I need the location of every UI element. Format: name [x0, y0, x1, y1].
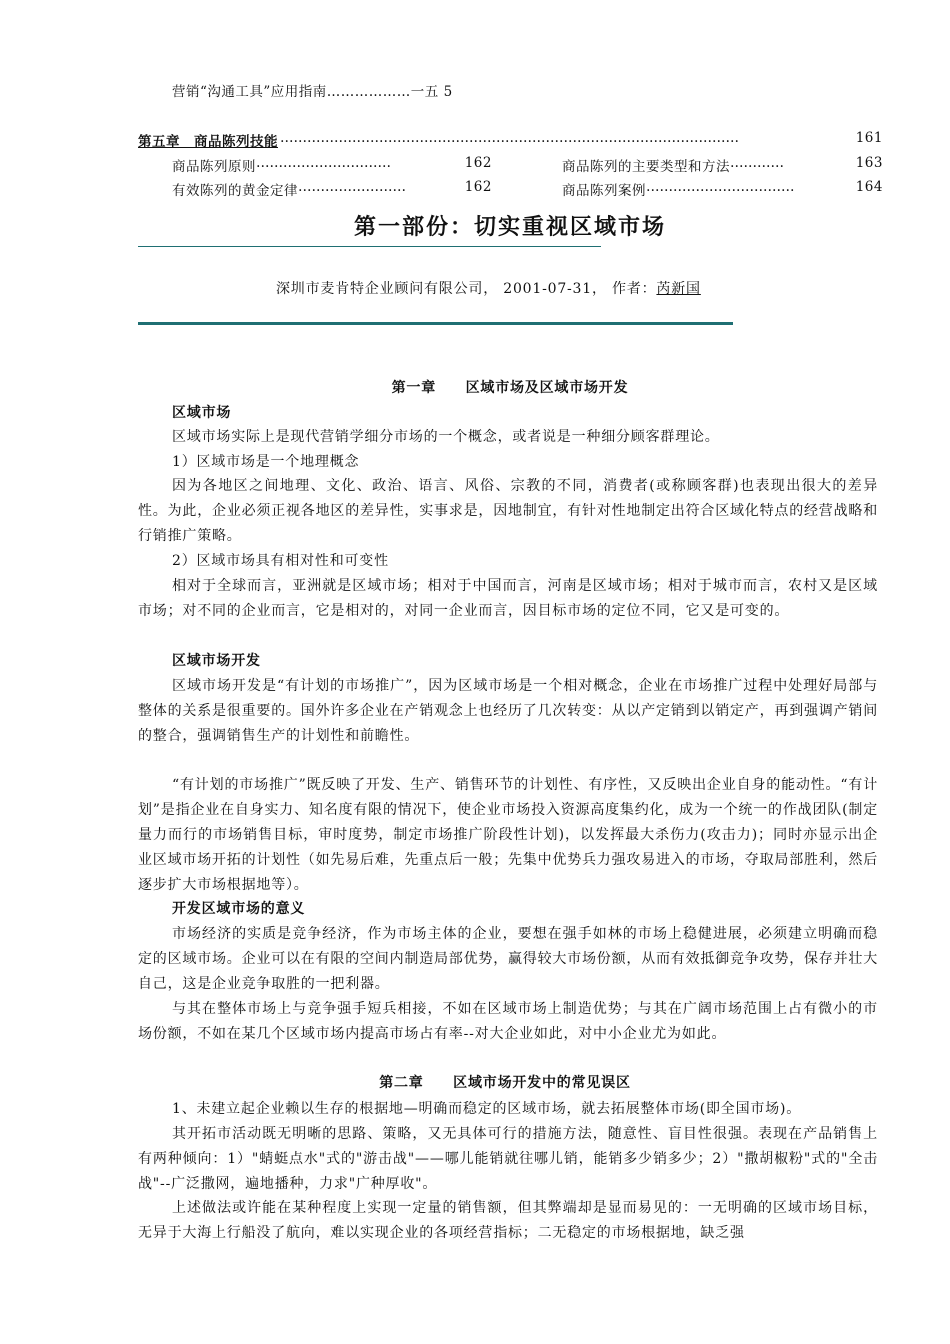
paragraph: 市场经济的实质是竞争经济，作为市场主体的企业，要想在强手如林的市场上稳健进展，必须建立明确而稳定的区域市场。企业可以在有限的空间内制造局部优势，赢得较大市场份额，从而有效抵御竞争攻势，保存并壮大自己，这是企业竞争取胜的一把利器。	[138, 926, 878, 992]
paragraph: 2）区域市场具有相对性和可变性	[172, 553, 389, 569]
byline	[276, 278, 701, 298]
toc-item[interactable]	[562, 179, 883, 199]
section-heading: 区域市场开发	[172, 653, 261, 669]
toc-item-page: 164	[855, 179, 883, 195]
paragraph: 区域市场实际上是现代营销学细分市场的一个概念，或者说是一种细分顾客群理论。	[172, 429, 720, 445]
toc-item-page: 162	[464, 179, 492, 195]
paragraph: 1、未建立起企业赖以生存的根据地—明确而稳定的区域市场，就去拓展整体市场(即全国市场)。	[172, 1101, 802, 1117]
chapter1-title: 第一章 区域市场及区域市场开发	[391, 380, 629, 396]
toc-item-label: 有效陈列的黄金定律	[172, 183, 298, 199]
title-rule	[138, 246, 601, 247]
toc-item-label: 商品陈列原则	[172, 159, 256, 175]
part-title: 第一部份：切实重视区域市场	[353, 214, 666, 240]
paragraph: “有计划的市场推广”既反映了开发、生产、销售环节的计划性、有序性，又反映出企业自身的能动性。“有计划”是指企业在自身实力、知名度有限的情况下，使企业市场投入资源高度集约化，成为一个统一的作战团队(制定量力而行的市场销售目标，审时度势，制定市场推广阶段性计划)，以发挥最大杀伤力(攻击力)；同时亦显示出企业区域市场开拓的计划性（如先易后难，先重点后一般；先集中优势兵力强攻易进入的市场，夺取局部胜利，然后逐步扩大市场根据地等）。	[138, 777, 878, 893]
toc-item-dots: …………………………	[256, 155, 391, 171]
paragraph: 其开拓市活动既无明晰的思路、策略，又无具体可行的措施方法，随意性、盲目性很强。表现在产品销售上有两种倾向：1）"蜻蜓点水"式的"游击战"——哪儿能销就往哪儿销，能销多少销多少；2）"撒胡椒粉"式的"全击战"--广泛撒网，遍地播种，力求"广种厚收"。	[138, 1126, 878, 1192]
toc-chapter5-dots: …………………………………………………………………………………………	[280, 130, 739, 146]
paragraph: 区域市场开发是“有计划的市场推广”，因为区域市场是一个相对概念，企业在市场推广过程中处理好局部与整体的关系是很重要的。国外许多企业在产销观念上也经历了几次转变：从以产定销到以销定产，再到强调产销间的整合，强调销售生产的计划性和前瞻性。	[138, 678, 878, 744]
toc-chapter5-page: 161	[855, 130, 883, 146]
author-link[interactable]: 芮新国	[656, 281, 701, 297]
section-heading: 区域市场	[172, 405, 232, 421]
toc-item-page: 162	[464, 155, 492, 171]
byline-rule	[138, 322, 733, 325]
paragraph: 相对于全球而言，亚洲就是区域市场；相对于中国而言，河南是区域市场；相对于城市而言，农村又是区域市场；对不同的企业而言，它是相对的，对同一企业而言，因目标市场的定位不同，它又是可变的。	[138, 578, 878, 619]
byline-prefix: 深圳市麦肯特企业顾问有限公司， 2001-07-31， 作者：	[276, 281, 657, 297]
toc-item[interactable]	[172, 155, 492, 175]
toc-chapter5[interactable]	[138, 130, 883, 150]
toc-chapter5-title: 第五章 商品陈列技能	[138, 134, 278, 150]
paragraph: 上述做法或许能在某种程度上实现一定量的销售额，但其弊端却是显而易见的：一无明确的区域市场目标，无异于大海上行船没了航向，难以实现企业的各项经营指标；二无稳定的市场根据地，缺乏强	[138, 1200, 878, 1241]
toc-item-dots: …………	[730, 155, 784, 171]
toc-item-dots: ……………………………	[646, 179, 795, 195]
toc-item[interactable]	[562, 155, 883, 175]
paragraph: 1）区域市场是一个地理概念	[172, 454, 360, 470]
toc-item-page: 163	[855, 155, 883, 171]
paragraph: 因为各地区之间地理、文化、政治、语言、风俗、宗教的不同，消费者(或称顾客群)也表现出很大的差异性。为此，企业必须正视各地区的差异性，实事求是，因地制宜，有针对性地制定出符合区域化特点的经营战略和行销推广策略。	[138, 478, 878, 544]
toc-item-label: 商品陈列案例	[562, 183, 646, 199]
paragraph: 与其在整体市场上与竞争强手短兵相接，不如在区域市场上制造优势；与其在广阔市场范围上占有微小的市场份额，不如在某几个区域市场内提高市场占有率--对大企业如此，对中小企业尤为如此。	[138, 1001, 878, 1042]
chapter2-title: 第二章 区域市场开发中的常见误区	[379, 1075, 631, 1091]
toc-item-label: 商品陈列的主要类型和方法	[562, 159, 730, 175]
toc-prev-item: 营销“沟通工具”应用指南………………一五 5	[172, 84, 453, 100]
section-heading: 开发区域市场的意义	[172, 901, 306, 917]
toc-item-dots: ……………………	[298, 179, 406, 195]
toc-item[interactable]	[172, 179, 492, 199]
